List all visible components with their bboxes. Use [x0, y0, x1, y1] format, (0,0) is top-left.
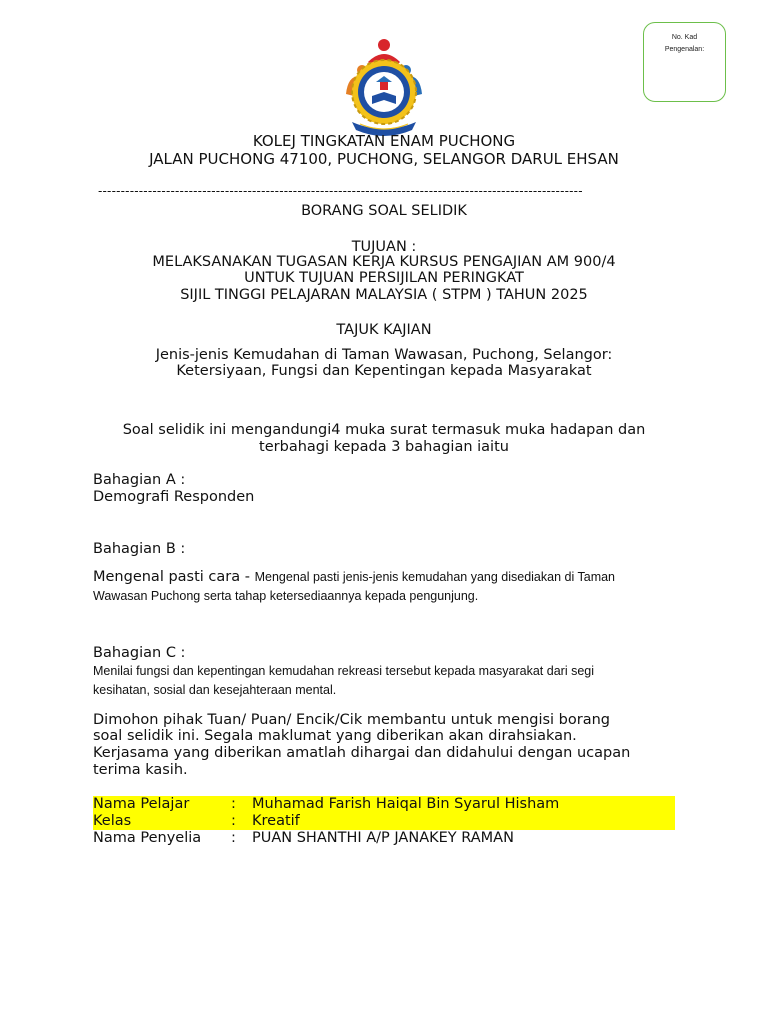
intro-line-1: Soal selidik ini mengandungi4 muka surat termasuk muka hadapan dan	[122, 422, 646, 438]
purpose-line-2: UNTUK TUJUAN PERSIJILAN PERINGKAT	[244, 270, 524, 286]
topic-label: TAJUK KAJIAN	[336, 322, 432, 338]
id-box-label-2: Pengenalan:	[664, 46, 705, 53]
divider-line: -----------------------------------------------------------------------------------------------------------	[98, 184, 583, 198]
section-b-desc-line-1: Mengenal pasti jenis-jenis kemudahan yang disediakan di Taman	[254, 570, 616, 584]
section-b-description	[93, 566, 683, 587]
section-c-desc-line-2: kesihatan, sosial dan kesejahteraan mental.	[93, 683, 337, 697]
request-line-3: Kerjasama yang diberikan amatlah dihargai dan didahului dengan ucapan	[93, 745, 631, 761]
info-label: Nama Pelajar	[93, 796, 190, 812]
request-line-1: Dimohon pihak Tuan/ Puan/ Encik/Cik membantu untuk mengisi borang	[93, 712, 610, 728]
info-label: Nama Penyelia	[93, 830, 202, 846]
topic-line-1: Jenis-jenis Kemudahan di Taman Wawasan, Puchong, Selangor:	[155, 347, 613, 363]
info-colon: :	[231, 830, 236, 846]
student-info-table	[93, 796, 675, 847]
school-crest-icon	[338, 36, 430, 138]
section-a-heading: Bahagian A :	[93, 472, 186, 488]
request-line-2: soal selidik ini. Segala maklumat yang diberikan akan dirahsiakan.	[93, 728, 577, 744]
section-c-desc-line-1: Menilai fungsi dan kepentingan kemudahan rekreasi tersebut kepada masyarakat dari segi	[93, 664, 594, 678]
info-colon: :	[231, 813, 236, 829]
purpose-line-1: MELAKSANAKAN TUGASAN KERJA KURSUS PENGAJIAN AM 900/4	[152, 254, 616, 270]
school-name: KOLEJ TINGKATAN ENAM PUCHONG	[252, 132, 516, 150]
purpose-label: TUJUAN :	[351, 239, 417, 255]
section-b-heading: Bahagian B :	[93, 541, 186, 557]
id-box-label-1: No. Kad	[671, 34, 698, 41]
request-line-4: terima kasih.	[93, 762, 188, 778]
section-a-description: Demografi Responden	[93, 489, 255, 505]
section-b-lead: Mengenal pasti cara -	[93, 569, 255, 585]
intro-line-2: terbahagi kepada 3 bahagian iaitu	[259, 439, 509, 455]
info-label: Kelas	[93, 813, 132, 829]
topic-line-2: Ketersiyaan, Fungsi dan Kepentingan kepada Masyarakat	[176, 363, 592, 379]
section-c-heading: Bahagian C :	[93, 645, 186, 661]
info-row-class	[93, 813, 675, 830]
id-card-box	[643, 22, 726, 102]
info-value: PUAN SHANTHI A/P JANAKEY RAMAN	[252, 830, 514, 846]
form-title: BORANG SOAL SELIDIK	[301, 203, 467, 219]
purpose-line-3: SIJIL TINGGI PELAJARAN MALAYSIA ( STPM ) TAHUN 2025	[180, 287, 588, 303]
school-logo	[338, 36, 430, 138]
info-colon: :	[231, 796, 236, 812]
school-address: JALAN PUCHONG 47100, PUCHONG, SELANGOR DARUL EHSAN	[149, 150, 619, 168]
info-row-supervisor	[93, 830, 675, 847]
section-b-desc-line-2: Wawasan Puchong serta tahap ketersediaannya kepada pengunjung.	[93, 589, 479, 603]
info-value: Kreatif	[252, 813, 300, 829]
info-row-student-name	[93, 796, 675, 813]
info-value: Muhamad Farish Haiqal Bin Syarul Hisham	[252, 796, 560, 812]
